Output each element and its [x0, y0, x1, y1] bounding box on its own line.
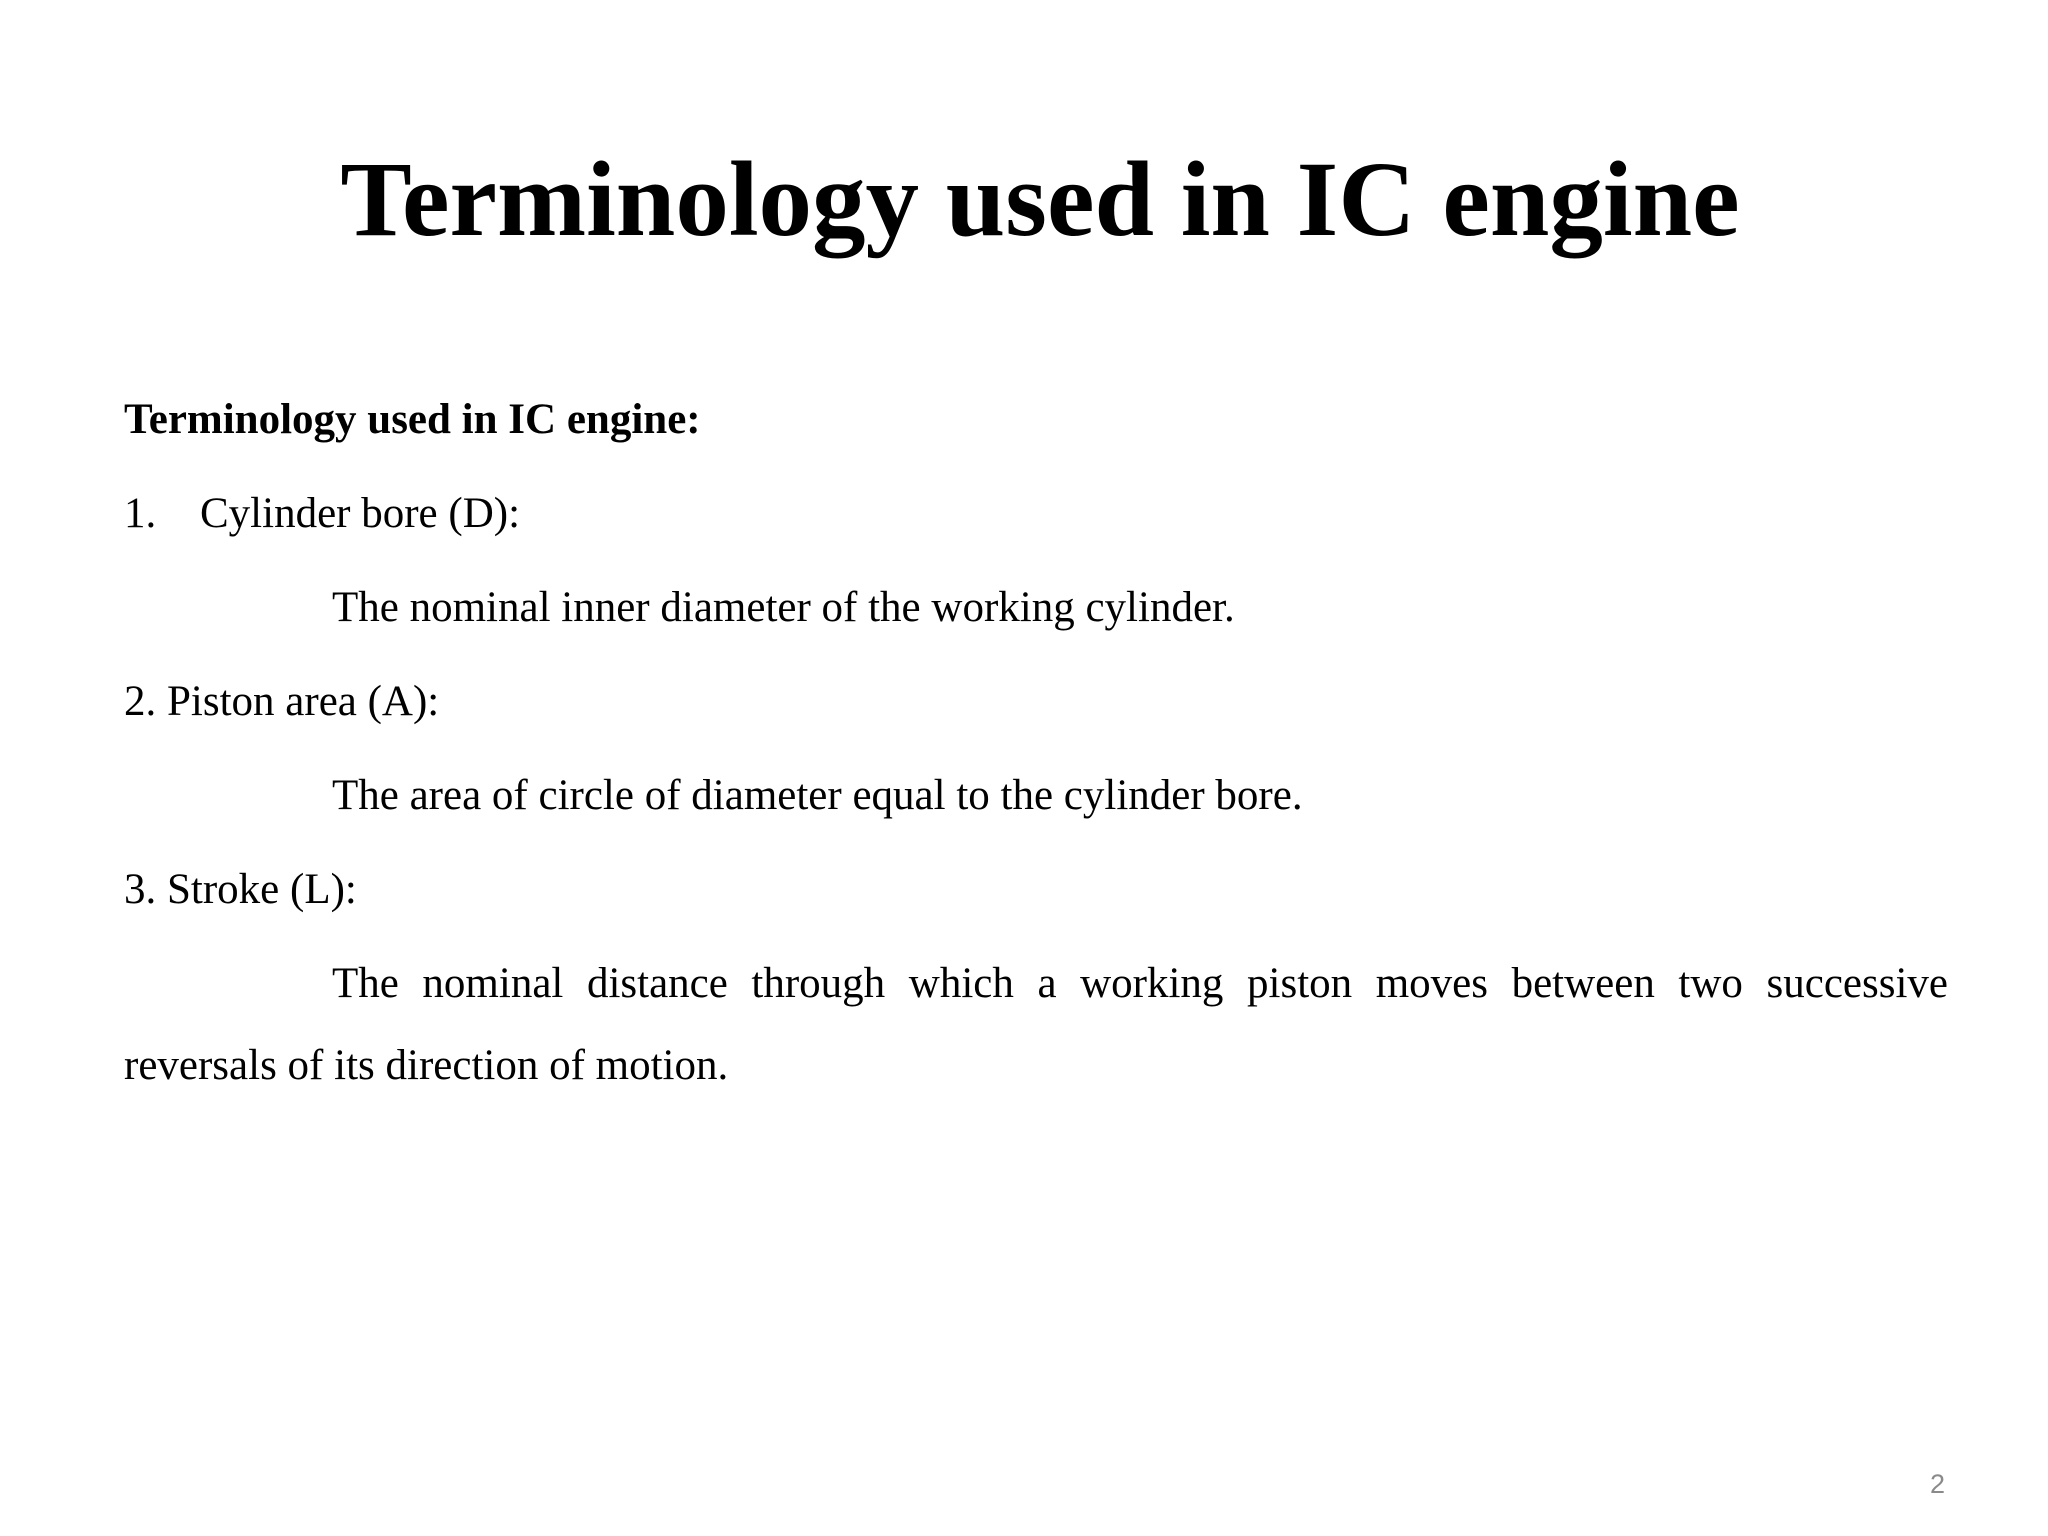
page-number: 2: [1929, 1469, 1945, 1499]
section-heading: Terminology used in IC engine:: [124, 396, 701, 443]
definition-piston-area: The area of circle of diameter equal to the cylinder bore.: [332, 772, 1303, 819]
slide-title: Terminology used in IC engine: [340, 141, 1740, 259]
definition-stroke: The nominal distance through which a working piston moves between two successive reversals of its direction of motion.: [124, 960, 1948, 1089]
definition-cylinder-bore: The nominal inner diameter of the working cylinder.: [332, 584, 1235, 631]
term-number: 1.: [124, 490, 157, 537]
term-label: Cylinder bore (D):: [200, 490, 521, 537]
term-cylinder-bore: [124, 486, 520, 542]
term-stroke: 3. Stroke (L):: [124, 866, 357, 913]
term-piston-area: 2. Piston area (A):: [124, 678, 440, 725]
